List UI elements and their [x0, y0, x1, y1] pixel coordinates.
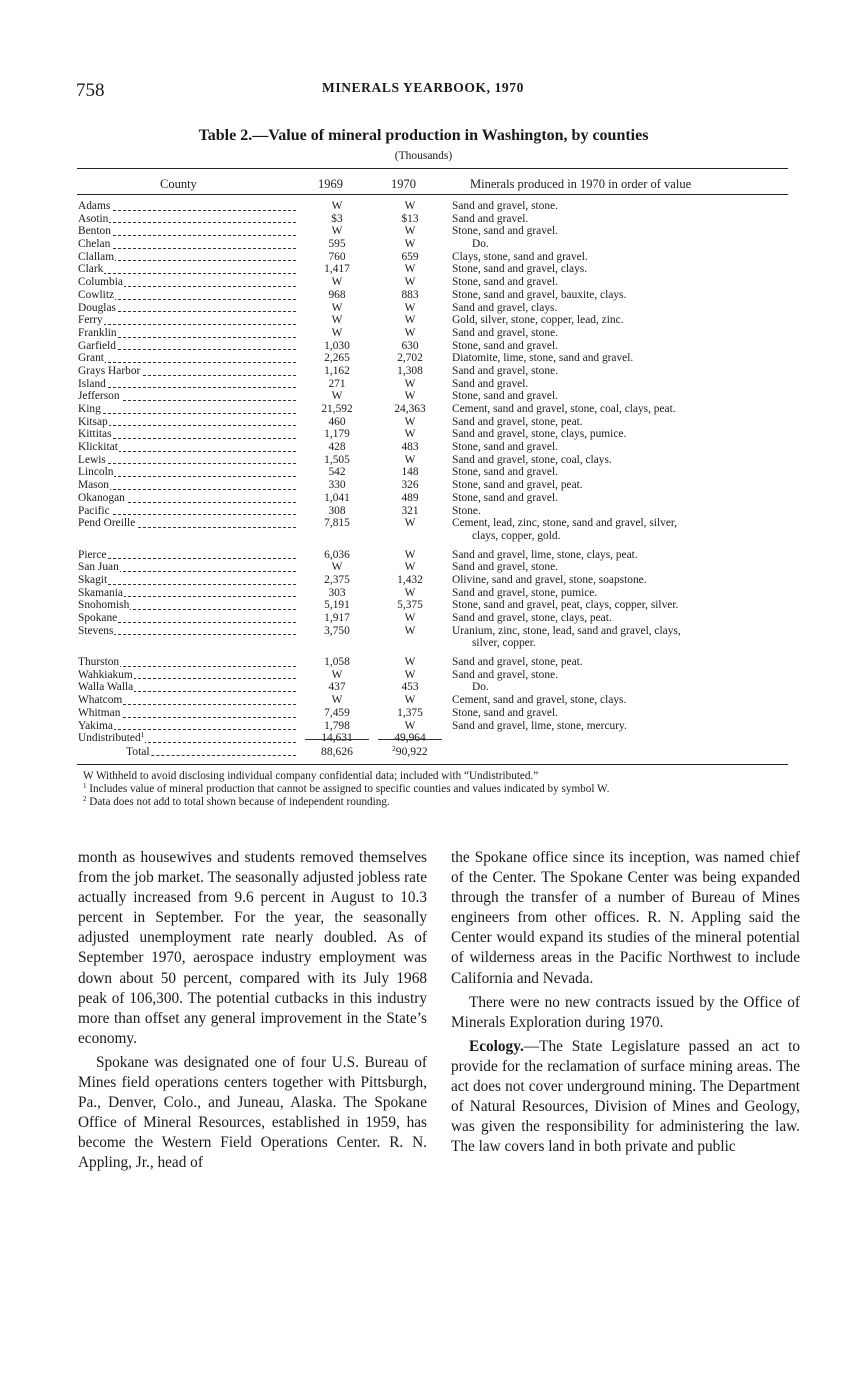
- value-1970: W: [404, 326, 416, 339]
- value-1969: 2,375: [324, 573, 350, 586]
- table-row: [0, 263, 847, 276]
- value-1970: 1,432: [397, 573, 423, 586]
- value-1969: W: [331, 200, 343, 212]
- dot-leader: [126, 755, 296, 756]
- value-1970: W: [404, 624, 416, 637]
- minerals-produced: Sand and gravel, lime, stone, mercury.: [452, 719, 627, 732]
- county-name: Klickitat: [78, 441, 118, 454]
- county-name: Douglas: [78, 301, 116, 314]
- value-1970: W: [404, 517, 416, 530]
- value-1970: W: [404, 548, 416, 561]
- value-1970: 5,375: [397, 599, 423, 612]
- table-row: [0, 587, 847, 600]
- county-name: Skagit: [78, 573, 108, 586]
- value-1969: 760: [328, 250, 346, 263]
- value-1969: 308: [328, 504, 346, 517]
- table-row: [0, 302, 847, 315]
- running-head: MINERALS YEARBOOK, 1970: [322, 80, 524, 95]
- minerals-produced: Stone, sand and gravel.: [452, 225, 558, 238]
- county-name: Garfield: [78, 339, 116, 352]
- value-1970: 630: [401, 339, 419, 352]
- value-1970: W: [404, 612, 416, 624]
- dot-leader: [78, 413, 296, 414]
- table-row: [0, 656, 847, 669]
- minerals-produced: Stone, sand and gravel, peat.: [452, 479, 583, 492]
- table-row: [0, 390, 847, 403]
- value-1970: W: [404, 561, 416, 574]
- minerals-produced: Sand and gravel, clays.: [452, 301, 558, 314]
- value-1969: W: [331, 390, 343, 403]
- table-row: [0, 200, 847, 213]
- county-name: King: [78, 403, 101, 415]
- value-1969: 595: [328, 238, 346, 251]
- minerals-produced: Sand and gravel, stone.: [452, 561, 558, 574]
- minerals-produced: Sand and gravel, stone, peat.: [452, 415, 583, 428]
- county-name: Cowlitz: [78, 288, 115, 301]
- county-name: Mason: [78, 479, 110, 492]
- table-title: Table 2.—Value of mineral production in Washington, by counties: [198, 127, 649, 144]
- table-row: [0, 479, 847, 492]
- table-row: [0, 694, 847, 707]
- total-1970: $^2$90,922: [392, 745, 428, 758]
- minerals-produced: Stone.: [452, 504, 481, 517]
- county-name: Adams: [78, 200, 111, 212]
- table-row: [0, 378, 847, 391]
- minerals-produced: Stone, sand and gravel.: [452, 441, 558, 454]
- table-body: [0, 200, 847, 745]
- county-name: Walla Walla: [78, 681, 134, 694]
- value-1970: 453: [401, 681, 419, 694]
- minerals-produced: Sand and gravel, stone, clays, pumice.: [452, 428, 627, 441]
- value-1970: 483: [401, 441, 419, 454]
- dot-leader: [78, 222, 296, 223]
- value-1969: 330: [328, 479, 346, 492]
- county-name: Whitman: [78, 706, 121, 719]
- minerals-produced: Stone, sand and gravel.: [452, 339, 558, 352]
- county-name: Undistributed$^1$: [78, 732, 145, 745]
- table-row: [0, 251, 847, 264]
- value-1970: 321: [401, 504, 419, 517]
- value-1969: W: [331, 276, 343, 289]
- minerals-produced: Sand and gravel, stone.: [452, 668, 558, 681]
- minerals-produced: Cement, lead, zinc, stone, sand and gravel, silver,: [452, 517, 678, 530]
- table-row: [0, 625, 847, 638]
- county-name: Lewis: [78, 453, 106, 466]
- paragraph: There were no new contracts issued by the Office of Minerals Exploration during 1970.: [451, 993, 800, 1031]
- total-1969: 88,626: [321, 745, 353, 758]
- column-header-1969: 1969: [318, 177, 343, 191]
- county-name: Snohomish: [78, 599, 130, 612]
- table-row: [0, 352, 847, 365]
- county-name: Spokane: [78, 612, 118, 624]
- minerals-produced: Sand and gravel, lime, stone, clays, peat.: [452, 548, 638, 561]
- value-1969: 271: [328, 377, 346, 390]
- value-1969: 5,191: [324, 599, 350, 612]
- county-name: Benton: [78, 225, 111, 238]
- table-row: [0, 441, 847, 454]
- value-1969: 968: [328, 288, 346, 301]
- minerals-produced: Diatomite, lime, stone, sand and gravel.: [452, 352, 634, 365]
- value-1970: $13: [401, 212, 419, 225]
- value-1970: W: [404, 428, 416, 441]
- value-1970: 659: [401, 250, 419, 263]
- total-rule-1969: [305, 739, 369, 740]
- value-1970: W: [404, 719, 416, 732]
- county-name: Clallam: [78, 250, 115, 263]
- county-name: Okanogan: [78, 491, 125, 504]
- value-1970: 326: [401, 479, 419, 492]
- value-1969: $3: [331, 212, 343, 225]
- dot-leader: [78, 362, 296, 363]
- minerals-produced: Cement, sand and gravel, stone, clays.: [452, 694, 627, 707]
- value-1970: W: [404, 390, 416, 403]
- county-name: Jefferson: [78, 390, 120, 403]
- column-header-1970: 1970: [391, 177, 416, 191]
- minerals-produced: Sand and gravel, stone.: [452, 326, 558, 339]
- table-row: [0, 707, 847, 720]
- minerals-produced: Uranium, zinc, stone, lead, sand and gravel, clays,: [452, 624, 681, 637]
- county-name: Whatcom: [78, 694, 123, 707]
- minerals-produced: Stone, sand and gravel.: [452, 276, 558, 289]
- value-1969: 1,505: [324, 453, 350, 466]
- minerals-produced: Do.: [472, 681, 489, 694]
- value-1969: 1,417: [324, 263, 350, 276]
- value-1969: W: [331, 326, 343, 339]
- table-top-rule: [77, 168, 788, 169]
- table-row: [0, 561, 847, 574]
- value-1970: W: [404, 586, 416, 599]
- paragraph: Spokane was designated one of four U.S. Bureau of Mines field operations centers together with Pittsburgh, Pa., Denver, Colo., and Juneau, Alaska. The Spokane Office of Mineral Resources, established in 1959, has become the Western Field Operations Center. R. N. Appling, Jr., head of: [78, 1053, 427, 1172]
- column-header-county: County: [160, 177, 197, 191]
- minerals-produced: Sand and gravel, stone, peat.: [452, 656, 583, 669]
- dot-leader: [78, 463, 296, 464]
- footnote-1: $^1$ Includes value of mineral production that cannot be assigned to specific counties and values indicated by symbol W.: [83, 782, 610, 795]
- minerals-produced: Clays, stone, sand and gravel.: [452, 250, 588, 263]
- table-row: [0, 225, 847, 238]
- value-1970: W: [404, 415, 416, 428]
- table-row: [0, 549, 847, 562]
- value-1970: 489: [401, 491, 419, 504]
- paragraph: month as housewives and students removed themselves from the job market. The seasonally adjusted jobless rate actually increased from 9.6 percent in August to 10.3 percent in September. For the year, the seasonally adjusted unemployment rate nearly doubled. As of September 1970, aerospace industry employment was down about 50 percent, compared with its July 1968 peak of 106,300. The potential cutbacks in this industry more than offset any general improvement in the State’s economy.: [78, 849, 427, 1047]
- total-rule-1970: [378, 739, 442, 740]
- county-name: Pierce: [78, 548, 107, 561]
- minerals-produced: Sand and gravel, stone, pumice.: [452, 586, 598, 599]
- value-1970: W: [404, 263, 416, 276]
- value-1970: 148: [401, 466, 419, 479]
- county-name: Stevens: [78, 624, 114, 637]
- value-1970: 24,363: [394, 403, 426, 415]
- value-1970: 2,702: [397, 352, 423, 365]
- table-row: [0, 314, 847, 327]
- table-header-rule: [77, 194, 788, 195]
- value-1970: W: [404, 225, 416, 238]
- value-1970: 883: [401, 288, 419, 301]
- table-row: [0, 340, 847, 353]
- minerals-produced: Sand and gravel, stone, clays, peat.: [452, 612, 612, 624]
- table-row: [0, 428, 847, 441]
- value-1969: W: [331, 668, 343, 681]
- minerals-produced: Sand and gravel, stone.: [452, 364, 558, 377]
- table-footnotes: [77, 770, 792, 809]
- table-row: [0, 365, 847, 378]
- dot-leader: [78, 425, 296, 426]
- table-row: [0, 612, 847, 625]
- county-name: Skamania: [78, 586, 123, 599]
- value-1970: W: [404, 656, 416, 669]
- minerals-produced: Do.: [472, 238, 489, 251]
- value-1970: W: [404, 377, 416, 390]
- minerals-produced: Cement, sand and gravel, stone, coal, clays, peat.: [452, 403, 676, 415]
- value-1970: 1,308: [397, 364, 423, 377]
- minerals-produced: Sand and gravel, stone.: [452, 200, 558, 212]
- paragraph: the Spokane office since its inception, was named chief of the Center. The Spokane Center was being expanded through the transfer of a number of Bureau of Mines engineers from other offices. R. N. Appling said the Center would expand its studies of the mineral potential of wilderness areas in the Pacific Northwest to include California and Nevada.: [451, 849, 800, 987]
- county-name: Thurston: [78, 656, 120, 669]
- table-row: [0, 505, 847, 518]
- value-1969: 7,815: [324, 517, 350, 530]
- value-1969: 460: [328, 415, 346, 428]
- value-1969: W: [331, 225, 343, 238]
- dot-leader: [78, 324, 296, 325]
- column-header-minerals: Minerals produced in 1970 in order of value: [470, 177, 692, 191]
- footnote-ref-1: 1: [140, 732, 145, 740]
- county-name: Clark: [78, 263, 104, 276]
- body-column-left: [78, 848, 427, 1174]
- county-name: San Juan: [78, 561, 119, 574]
- county-name: Wahkiakum: [78, 668, 133, 681]
- value-1969: 428: [328, 441, 346, 454]
- table-row: [0, 720, 847, 733]
- section-lead-ecology: Ecology.: [469, 1037, 524, 1055]
- value-1970: W: [404, 453, 416, 466]
- table-row: [0, 276, 847, 289]
- minerals-produced: Olivine, sand and gravel, stone, soapstone.: [452, 573, 647, 586]
- table-row: [0, 454, 847, 467]
- dot-leader: [78, 273, 296, 274]
- table-bottom-rule: [77, 764, 788, 765]
- county-name: Chelan: [78, 238, 111, 251]
- dot-leader: [78, 489, 296, 490]
- value-1969: 542: [328, 466, 346, 479]
- value-1970: W: [404, 200, 416, 212]
- value-1970: 1,375: [397, 706, 423, 719]
- value-1969: 1,798: [324, 719, 350, 732]
- table-row: [0, 574, 847, 587]
- minerals-produced: Stone, sand and gravel.: [452, 491, 558, 504]
- table-row: [0, 416, 847, 429]
- value-1970: W: [404, 276, 416, 289]
- minerals-produced: Gold, silver, stone, copper, lead, zinc.: [452, 314, 624, 327]
- county-name: Pend Oreille: [78, 517, 136, 530]
- table-row: [0, 517, 847, 530]
- minerals-produced: Sand and gravel.: [452, 377, 529, 390]
- county-name: Yakima: [78, 719, 113, 732]
- value-1969: 3,750: [324, 624, 350, 637]
- value-1969: 1,041: [324, 491, 350, 504]
- value-1969: 1,030: [324, 339, 350, 352]
- minerals-produced: Stone, sand and gravel.: [452, 466, 558, 479]
- county-name: Kitsap: [78, 415, 108, 428]
- dot-leader: [78, 387, 296, 388]
- value-1969: 21,592: [321, 403, 353, 415]
- minerals-produced: silver, copper.: [472, 637, 536, 650]
- table-row: [0, 681, 847, 694]
- minerals-produced: Stone, sand and gravel.: [452, 706, 558, 719]
- table-row: [0, 289, 847, 302]
- dot-leader: [78, 558, 296, 559]
- minerals-produced: Sand and gravel, stone, coal, clays.: [452, 453, 612, 466]
- paragraph: Ecology.—The State Legislature passed an act to provide for the reclamation of surface mining areas. The act does not cover underground mining. The Department of Natural Resources, Division of Mines and Geology, was given the responsibility for administering the law. The law covers land in both private and public: [451, 1037, 800, 1156]
- value-1970: W: [404, 314, 416, 327]
- minerals-produced: Stone, sand and gravel, bauxite, clays.: [452, 288, 627, 301]
- footnote-ref-2: 2: [392, 745, 396, 753]
- county-name: Asotin: [78, 212, 109, 225]
- minerals-produced: clays, copper, gold.: [472, 529, 561, 542]
- county-name: Kittitas: [78, 428, 112, 441]
- county-name: Grays Harbor: [78, 364, 141, 377]
- county-name: Ferry: [78, 314, 103, 327]
- value-1970: W: [404, 694, 416, 707]
- minerals-produced: Stone, sand and gravel, clays.: [452, 263, 588, 276]
- dot-leader: [78, 584, 296, 585]
- table-row-continuation: [0, 530, 847, 543]
- table-subtitle: (Thousands): [394, 150, 453, 162]
- value-1969: 1,162: [324, 364, 350, 377]
- value-1969: 7,459: [324, 706, 350, 719]
- table-row: [0, 599, 847, 612]
- value-1969: 303: [328, 586, 346, 599]
- body-column-right: [451, 848, 800, 1157]
- minerals-produced: Sand and gravel.: [452, 212, 529, 225]
- value-1969: W: [331, 561, 343, 574]
- page-number: 758: [76, 80, 105, 101]
- value-1969: 1,058: [324, 656, 350, 669]
- value-1969: 6,036: [324, 548, 350, 561]
- county-name: Island: [78, 377, 106, 390]
- value-1969: 2,265: [324, 352, 350, 365]
- table-row: [0, 213, 847, 226]
- value-1969: 1,917: [324, 612, 350, 624]
- minerals-produced: Stone, sand and gravel, peat, clays, copper, silver.: [452, 599, 679, 612]
- value-1969: 14,631: [321, 732, 353, 745]
- value-1970: W: [404, 301, 416, 314]
- footnote-w: W Withheld to avoid disclosing individual company confidential data; included with “Undistributed.”: [83, 770, 539, 782]
- value-1969: W: [331, 301, 343, 314]
- county-name: Columbia: [78, 276, 123, 289]
- table-row-continuation: [0, 637, 847, 650]
- table-row: [0, 403, 847, 416]
- county-name: Franklin: [78, 326, 117, 339]
- table-row: [0, 238, 847, 251]
- value-1970: 49,964: [394, 732, 426, 745]
- table-row: [0, 327, 847, 340]
- footnote-2: $^2$ Data does not add to total shown because of independent rounding.: [83, 795, 390, 808]
- table-row: [0, 669, 847, 682]
- value-1969: W: [331, 314, 343, 327]
- total-label: Total: [126, 745, 150, 758]
- table-row: [0, 466, 847, 479]
- value-1970: W: [404, 238, 416, 251]
- county-name: Grant: [78, 352, 104, 365]
- value-1970: W: [404, 668, 416, 681]
- table-row: [0, 492, 847, 505]
- county-name: Lincoln: [78, 466, 114, 479]
- value-1969: 1,179: [324, 428, 350, 441]
- value-1969: W: [331, 694, 343, 707]
- value-1969: 437: [328, 681, 346, 694]
- minerals-produced: Stone, sand and gravel.: [452, 390, 558, 403]
- county-name: Pacific: [78, 504, 110, 517]
